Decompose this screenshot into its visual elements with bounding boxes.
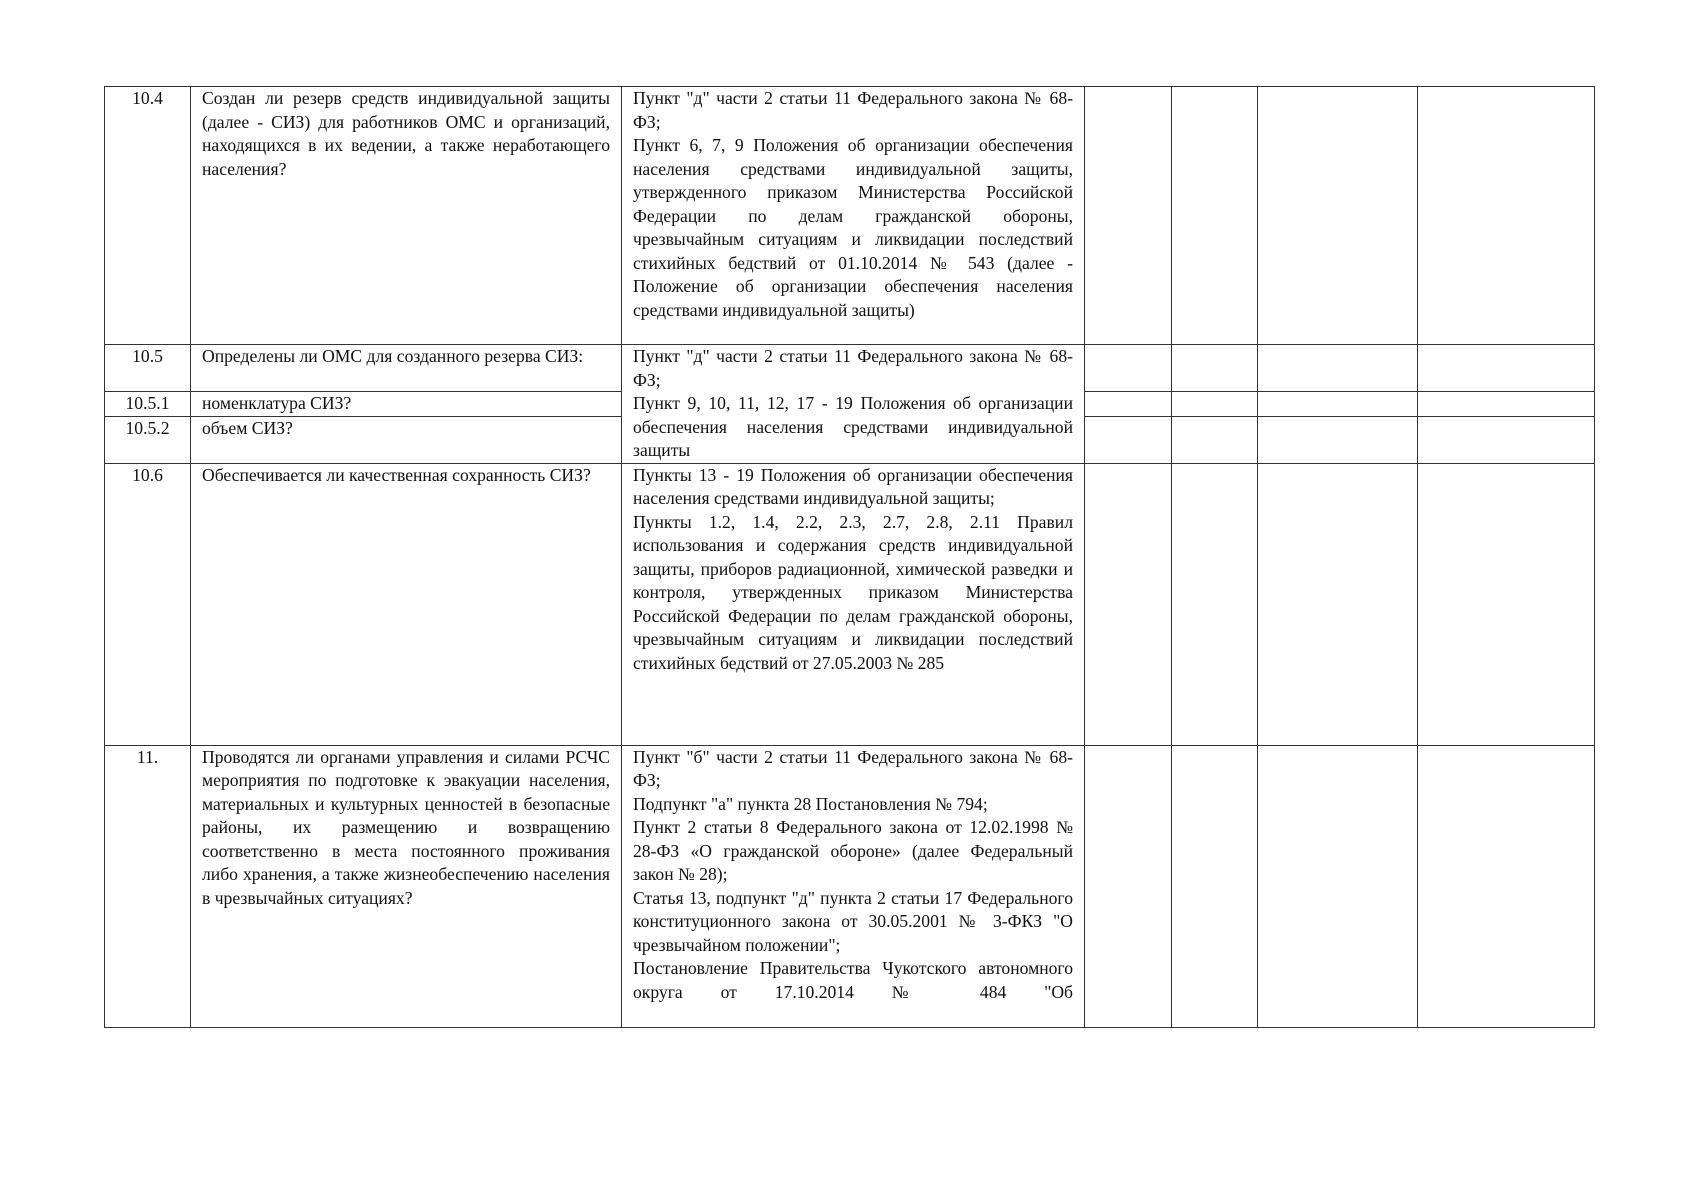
item-number: 10.4 (105, 87, 191, 345)
question-text: объем СИЗ? (191, 416, 622, 463)
empty-cell (1258, 345, 1418, 392)
reference-paragraph: Пункт "б" части 2 статьи 11 Федерального закона № 68-ФЗ; (633, 746, 1073, 790)
empty-cell (1085, 345, 1172, 392)
empty-cell (1258, 745, 1418, 1027)
item-number: 10.6 (105, 463, 191, 745)
reference-paragraph: Пункт 9, 10, 11, 12, 17 - 19 Положения об организации обеспечения населения средствами индивидуальной защиты (633, 393, 1073, 460)
empty-cell (1258, 463, 1418, 745)
reference-paragraph: Пункты 1.2, 1.4, 2.2, 2.3, 2.7, 2.8, 2.11 Правил использования и содержания средств индивидуальной защиты, приборов радиационной, химической разведки и контроля, утвержденных приказом Министерства Российской Федерации по делам гражданской обороны, чрезвычайным ситуациям и ликвидации последствий стихийных бедствий от 27.05.2003 № 285 (633, 511, 1073, 673)
empty-cell (1418, 392, 1595, 417)
legal-reference (622, 87, 1085, 345)
question-text: номенклатура СИЗ? (191, 392, 622, 417)
reference-paragraph: Пункт "д" части 2 статьи 11 Федерального закона № 68-ФЗ; (633, 88, 1073, 132)
legal-reference (622, 345, 1085, 464)
empty-cell (1172, 87, 1258, 345)
empty-cell (1172, 345, 1258, 392)
reference-paragraph: Статья 13, подпункт "д" пункта 2 статьи 17 Федерального конституционного закона от 30.05.2001 № 3-ФКЗ "О чрезвычайном положении"; (633, 887, 1073, 955)
question-text: Обеспечивается ли качественная сохранность СИЗ? (191, 463, 622, 745)
item-number: 10.5 (105, 345, 191, 392)
table-row (105, 345, 1595, 392)
question-text: Проводятся ли органами управления и силами РСЧС мероприятия по подготовке к эвакуации населения, материальных и культурных ценностей в безопасные районы, их размещению и возвращению соответственно в места постоянного проживания либо хранения, а также жизнеобеспечению населения в чрезвычайных ситуациях? (191, 745, 622, 1027)
reference-paragraph: Пункт "д" части 2 статьи 11 Федерального закона № 68-ФЗ; (633, 346, 1073, 390)
legal-reference (622, 745, 1085, 1027)
empty-cell (1418, 345, 1595, 392)
empty-cell (1085, 463, 1172, 745)
item-number: 11. (105, 745, 191, 1027)
reference-paragraph: Пункт 6, 7, 9 Положения об организации обеспечения населения средствами индивидуальной защиты, утвержденного приказом Министерства Российской Федерации по делам гражданской обороны, чрезвычайным ситуациям и ликвидации последствий стихийных бедствий от 01.10.2014 № 543 (далее - Положение об организации обеспечения населения средствами индивидуальной защиты) (633, 135, 1073, 320)
empty-cell (1085, 87, 1172, 345)
question-text: Определены ли ОМС для созданного резерва СИЗ: (191, 345, 622, 392)
table-row (105, 87, 1595, 345)
reference-paragraph: Пункты 13 - 19 Положения об организации обеспечения населения средствами индивидуальной защиты; (633, 464, 1073, 508)
item-number: 10.5.2 (105, 416, 191, 463)
empty-cell (1418, 463, 1595, 745)
empty-cell (1172, 745, 1258, 1027)
empty-cell (1418, 87, 1595, 345)
table-row (105, 745, 1595, 1027)
empty-cell (1258, 416, 1418, 463)
table-row (105, 463, 1595, 745)
empty-cell (1258, 87, 1418, 345)
empty-cell (1172, 416, 1258, 463)
reference-paragraph: Пункт 2 статьи 8 Федерального закона от 12.02.1998 № 28-ФЗ «О гражданской обороне» (далее Федеральный закон № 28); (633, 817, 1073, 884)
checklist-table (104, 86, 1595, 1028)
empty-cell (1172, 392, 1258, 417)
empty-cell (1085, 392, 1172, 417)
empty-cell (1418, 745, 1595, 1027)
empty-cell (1085, 416, 1172, 463)
empty-cell (1085, 745, 1172, 1027)
legal-reference (622, 463, 1085, 745)
empty-cell (1258, 392, 1418, 417)
reference-paragraph: Подпункт "а" пункта 28 Постановления № 794; (633, 793, 988, 814)
reference-paragraph: Постановление Правительства Чукотского автономного округа от 17.10.2014 № 484 "Об (633, 958, 1073, 1002)
question-text: Создан ли резерв средств индивидуальной защиты (далее - СИЗ) для работников ОМС и организаций, находящихся в их ведении, а также неработающего населения? (191, 87, 622, 345)
empty-cell (1172, 463, 1258, 745)
empty-cell (1418, 416, 1595, 463)
item-number: 10.5.1 (105, 392, 191, 417)
